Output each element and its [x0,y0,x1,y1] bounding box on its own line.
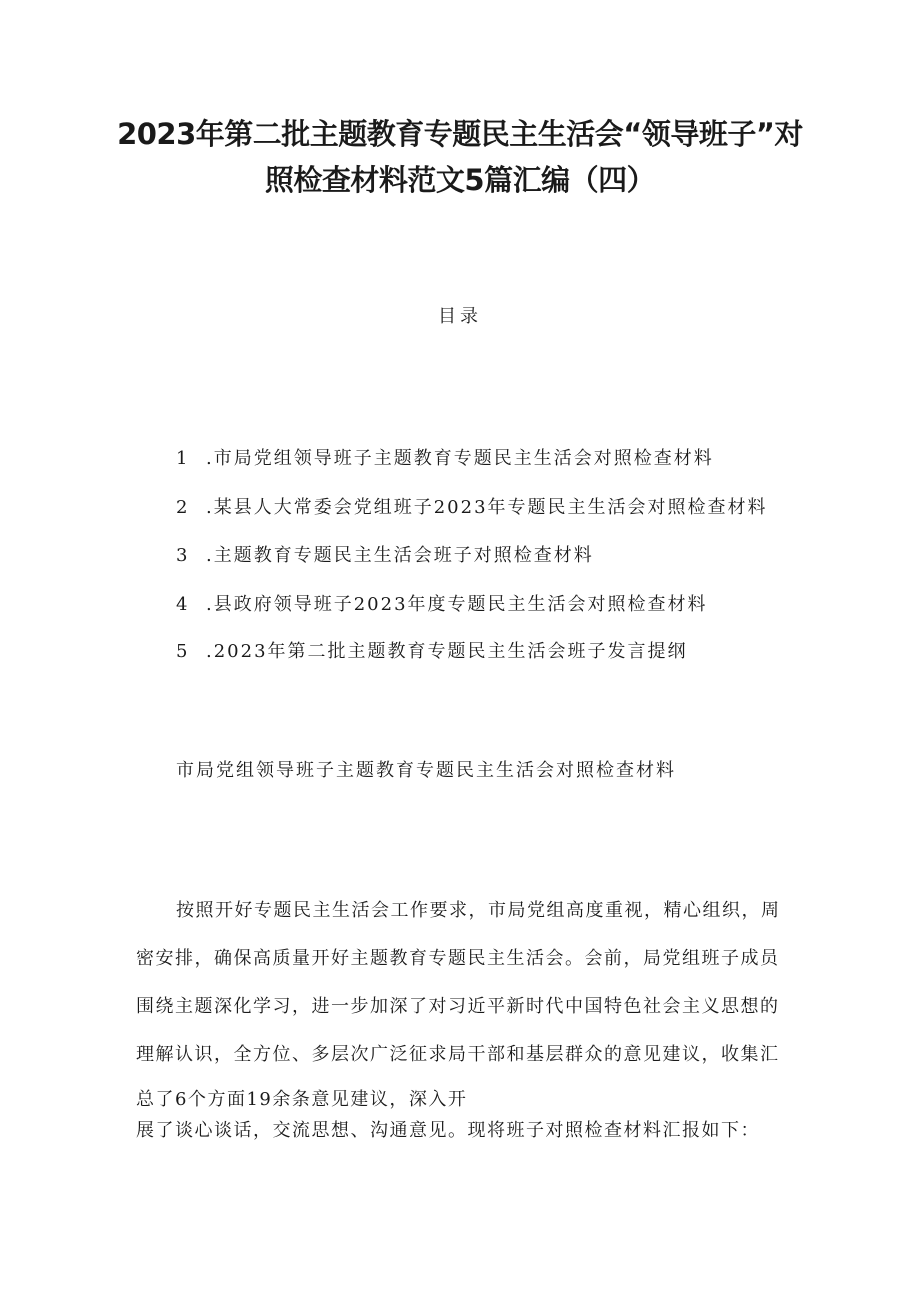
toc-heading: 目录 [438,306,482,327]
paragraph-line: 按照开好专题民主生活会工作要求，市局党组高度重视，精心组织，周 [176,900,781,921]
paragraph-line: 展了谈心谈话，交流思想、沟通意见。现将班子对照检查材料汇报如下： [136,1120,760,1141]
document-title-line-2: 照检查材料范文5篇汇编（四） [264,163,656,197]
toc-item-text: .某县人大常委会党组班子2023年专题民主生活会对照检查材料 [206,497,768,518]
toc-item-text: .主题教育专题民主生活会班子对照检查材料 [206,545,594,566]
toc-item-text: .县政府领导班子2023年度专题民主生活会对照检查材料 [206,594,708,615]
toc-item-number: 2 [176,497,190,518]
toc-item [176,444,714,470]
paragraph-line: 围绕主题深化学习，进一步加深了对习近平新时代中国特色社会主义思想的 [136,996,780,1017]
toc-item-text: .2023年第二批主题教育专题民主生活会班子发言提纲 [206,641,688,662]
toc-item-text: .市局党组领导班子主题教育专题民主生活会对照检查材料 [206,448,714,469]
toc-item-number: 3 [176,545,190,566]
toc-item-number: 5 [176,641,190,662]
toc-item-number: 4 [176,594,190,615]
toc-item [176,590,708,616]
toc-item [176,493,768,519]
paragraph-line: 理解认识，全方位、多层次广泛征求局干部和基层群众的意见建议，收集汇 [136,1044,780,1065]
toc-item-number: 1 [176,448,190,469]
toc-item [176,541,594,567]
toc-item [176,637,688,663]
document-title-line-1: 2023年第二批主题教育专题民主生活会“领导班子”对 [117,117,803,151]
paragraph-line: 密安排，确保高质量开好主题教育专题民主生活会。会前，局党组班子成员 [136,948,780,969]
paragraph-line: 总了6个方面19余条意见建议，深入开 [136,1089,468,1110]
section-title: 市局党组领导班子主题教育专题民主生活会对照检查材料 [176,760,676,781]
